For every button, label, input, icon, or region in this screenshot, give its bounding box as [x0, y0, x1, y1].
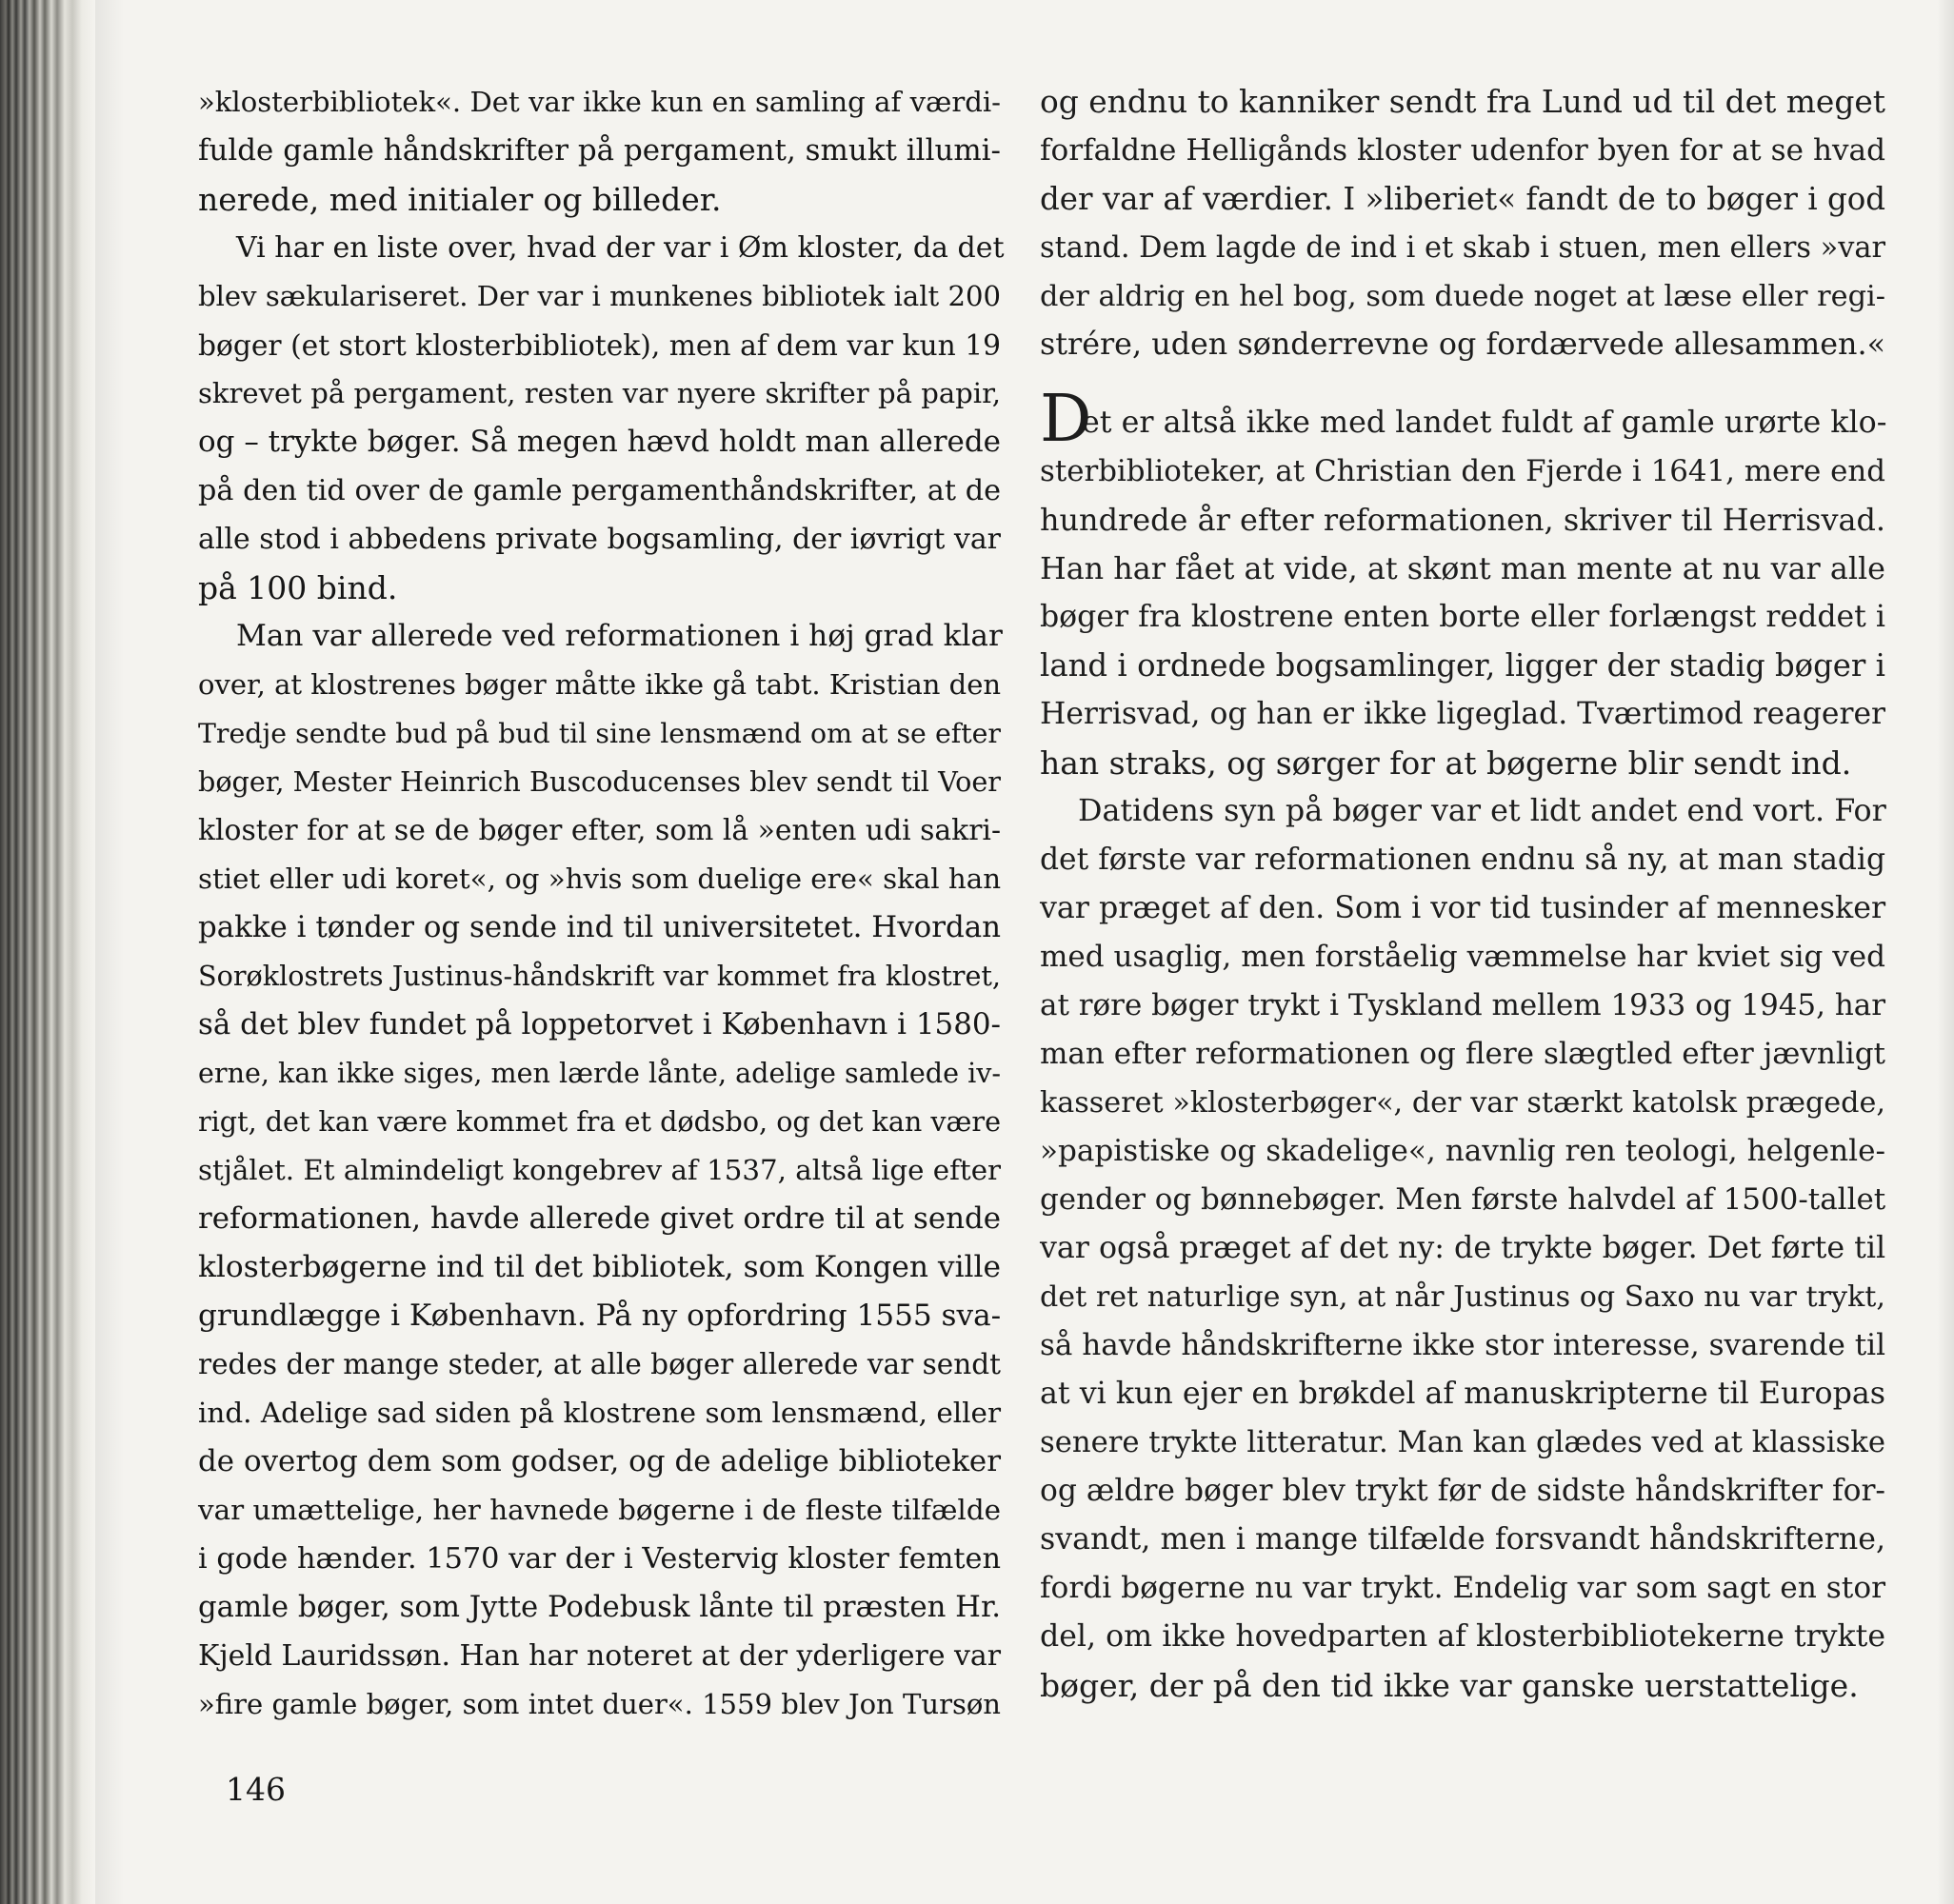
section-break	[1040, 369, 1885, 399]
text-line: i gode hænder. 1570 var der i Vestervig kloster femten	[198, 1542, 1001, 1576]
text-line: og endnu to kanniker sendt fra Lund ud til det meget	[1040, 84, 1885, 120]
text-line: »papistiske og skadelige«, navnlig ren teologi, helgenle-	[1040, 1134, 1885, 1168]
text-line: Vi har en liste over, hvad der var i Øm kloster, da det	[236, 231, 1005, 265]
page-edge-stack	[0, 0, 95, 1904]
text-line: at røre bøger trykt i Tyskland mellem 1933 og 1945, har	[1040, 988, 1885, 1022]
text-line: alle stod i abbedens private bogsamling, der iøvrigt var	[198, 523, 1001, 556]
text-line: stjålet. Et almindeligt kongebrev af 1537, altså lige efter	[198, 1154, 1001, 1186]
text-line: på den tid over de gamle pergamenthåndskrifter, at de	[198, 474, 1001, 507]
text-line: var præget af den. Som i vor tid tusinder af mennesker	[1040, 891, 1886, 925]
text-line: kloster for at se de bøger efter, som lå »enten udi sakri-	[198, 814, 1001, 847]
text-line: bøger fra klostrene enten borte eller forlængst reddet i	[1040, 600, 1885, 634]
text-line: Man var allerede ved reformationen i høj grad klar	[236, 619, 1003, 653]
text-line: reformationen, havde allerede givet ordre til at sende	[198, 1201, 1001, 1236]
page-right-edge	[1937, 0, 1954, 1904]
text-line: der var af værdier. I »liberiet« fandt de to bøger i god	[1040, 181, 1885, 217]
text-line: erne, kan ikke siges, men lærde lånte, adelige samlede iv-	[198, 1057, 1002, 1089]
text-line: stand. Dem lagde de ind i et skab i stuen, men ellers »var	[1040, 231, 1885, 265]
text-line: og – trykte bøger. Så megen hævd holdt man allerede	[198, 425, 1001, 459]
text-line: gender og bønnebøger. Men første halvdel af 1500-tallet	[1040, 1182, 1886, 1217]
text-line: med usaglig, men forståelig væmmelse har kviet sig ved	[1040, 940, 1885, 974]
text-line: bøger (et stort klosterbibliotek), men af dem var kun 19	[198, 328, 1001, 362]
text-line: stiet eller udi koret«, og »hvis som duelige ere« skal han	[198, 863, 1002, 895]
text-line: så det blev fundet på loppetorvet i København i 1580-	[198, 1007, 1001, 1041]
text-line: at vi kun ejer en brøkdel af manuskripterne til Europas	[1040, 1377, 1885, 1411]
text-line: strére, uden sønderrevne og fordærvede allesammen.«	[1040, 327, 1885, 362]
text-line: ind. Adelige sad siden på klostrene som lensmænd, eller	[198, 1397, 1001, 1429]
text-line: på 100 bind.	[198, 569, 398, 606]
text-line: Han har fået at vide, at skønt man mente at nu var alle	[1040, 550, 1885, 586]
text-line: han straks, og sørger for at bøgerne blir sendt ind.	[1040, 744, 1852, 782]
text-line: »fire gamle bøger, som intet duer«. 1559 blev Jon Tursøn	[198, 1688, 1001, 1720]
text-line: de overtog dem som godser, og de adelige biblioteker	[198, 1444, 1001, 1478]
text-line: var også præget af det ny: de trykte bøger. Det førte til	[1040, 1231, 1886, 1265]
text-line: det første var reformationen endnu så ny, at man stadig	[1040, 843, 1885, 877]
text-line: redes der mange steder, at alle bøger allerede var sendt	[198, 1348, 1001, 1380]
text-line: senere trykte litteratur. Man kan glædes ved at klassiske	[1040, 1426, 1885, 1459]
text-line: del, om ikke hovedparten af klosterbibliotekerne trykte	[1040, 1619, 1885, 1654]
text-line: Sorøklostrets Justinus-håndskrift var kommet fra klostret,	[198, 960, 1001, 992]
text-line: kasseret »klosterbøger«, der var stærkt katolsk prægede,	[1040, 1086, 1885, 1120]
text-line: så havde håndskrifterne ikke stor interesse, svarende til	[1040, 1328, 1885, 1362]
text-line: grundlægge i København. På ny opfordring 1555 sva-	[198, 1299, 1002, 1333]
text-line: land i ordnede bogsamlinger, ligger der stadig bøger i	[1040, 647, 1885, 684]
left-text-column	[198, 78, 1005, 1729]
text-line: der aldrig en hel bog, som duede noget at læse eller regi-	[1040, 280, 1885, 313]
text-line: var umættelige, her havnede bøgerne i de fleste tilfælde	[198, 1494, 1001, 1526]
text-line: hundrede år efter reformationen, skriver til Herrisvad.	[1040, 502, 1885, 538]
text-line: det ret naturlige syn, at når Justinus og Saxo nu var trykt,	[1040, 1280, 1885, 1314]
text-line: fulde gamle håndskrifter på pergament, smukt illumi-	[198, 133, 1001, 168]
text-line: skrevet på pergament, resten var nyere skrifter på papir,	[198, 377, 1001, 409]
text-line: sterbiblioteker, at Christian den Fjerde i 1641, mere end	[1040, 454, 1885, 488]
text-line: Tredje sendte bud på bud til sine lensmænd om at se efter	[198, 718, 1001, 749]
text-line: man efter reformationen og flere slægtled efter jævnligt	[1040, 1037, 1885, 1071]
text-line: nerede, med initialer og billeder.	[198, 181, 722, 218]
gutter-shadow	[95, 0, 124, 1904]
text-line: forfaldne Helligånds kloster udenfor byen for at se hvad	[1040, 133, 1885, 168]
section-first-line	[1040, 382, 1887, 457]
text-line: pakke i tønder og sende ind til universitetet. Hvordan	[198, 910, 1001, 944]
text-line: bøger, Mester Heinrich Buscoducenses blev sendt til Voer	[198, 765, 1001, 798]
text-line: Datidens syn på bøger var et lidt andet end vort. For	[1078, 794, 1886, 828]
text-line: klosterbøgerne ind til det bibliotek, som Kongen ville	[198, 1250, 1001, 1284]
text-line: blev sækulariseret. Der var i munkenes bibliotek ialt 200	[198, 280, 1001, 312]
page-number: 146	[226, 1771, 286, 1808]
text-line: »klosterbibliotek«. Det var ikke kun en samling af værdi-	[198, 86, 1001, 118]
text-line: Herrisvad, og han er ikke ligeglad. Tværtimod reagerer	[1040, 697, 1885, 731]
text-line: fordi bøgerne nu var trykt. Endelig var som sagt en stor	[1040, 1571, 1885, 1605]
text-line: rigt, det kan være kommet fra et dødsbo, og det kan være	[198, 1105, 1001, 1138]
drop-cap: D	[1040, 382, 1092, 457]
text-line: gamle bøger, som Jytte Podebusk lånte til præsten Hr.	[198, 1591, 1001, 1624]
text-line: Kjeld Lauridssøn. Han har noteret at der yderligere var	[198, 1639, 1002, 1673]
text-line: et er altså ikke med landet fuldt af gamle urørte klo-	[1082, 406, 1887, 440]
text-line: og ældre bøger blev trykt før de sidste håndskrifter for-	[1040, 1474, 1885, 1508]
text-line: svandt, men i mange tilfælde forsvandt håndskrifterne,	[1040, 1522, 1885, 1557]
right-text-column	[1040, 78, 1885, 1710]
text-line: over, at klostrenes bøger måtte ikke gå tabt. Kristian den	[198, 668, 1002, 701]
text-line: bøger, der på den tid ikke var ganske uerstattelige.	[1040, 1667, 1859, 1704]
